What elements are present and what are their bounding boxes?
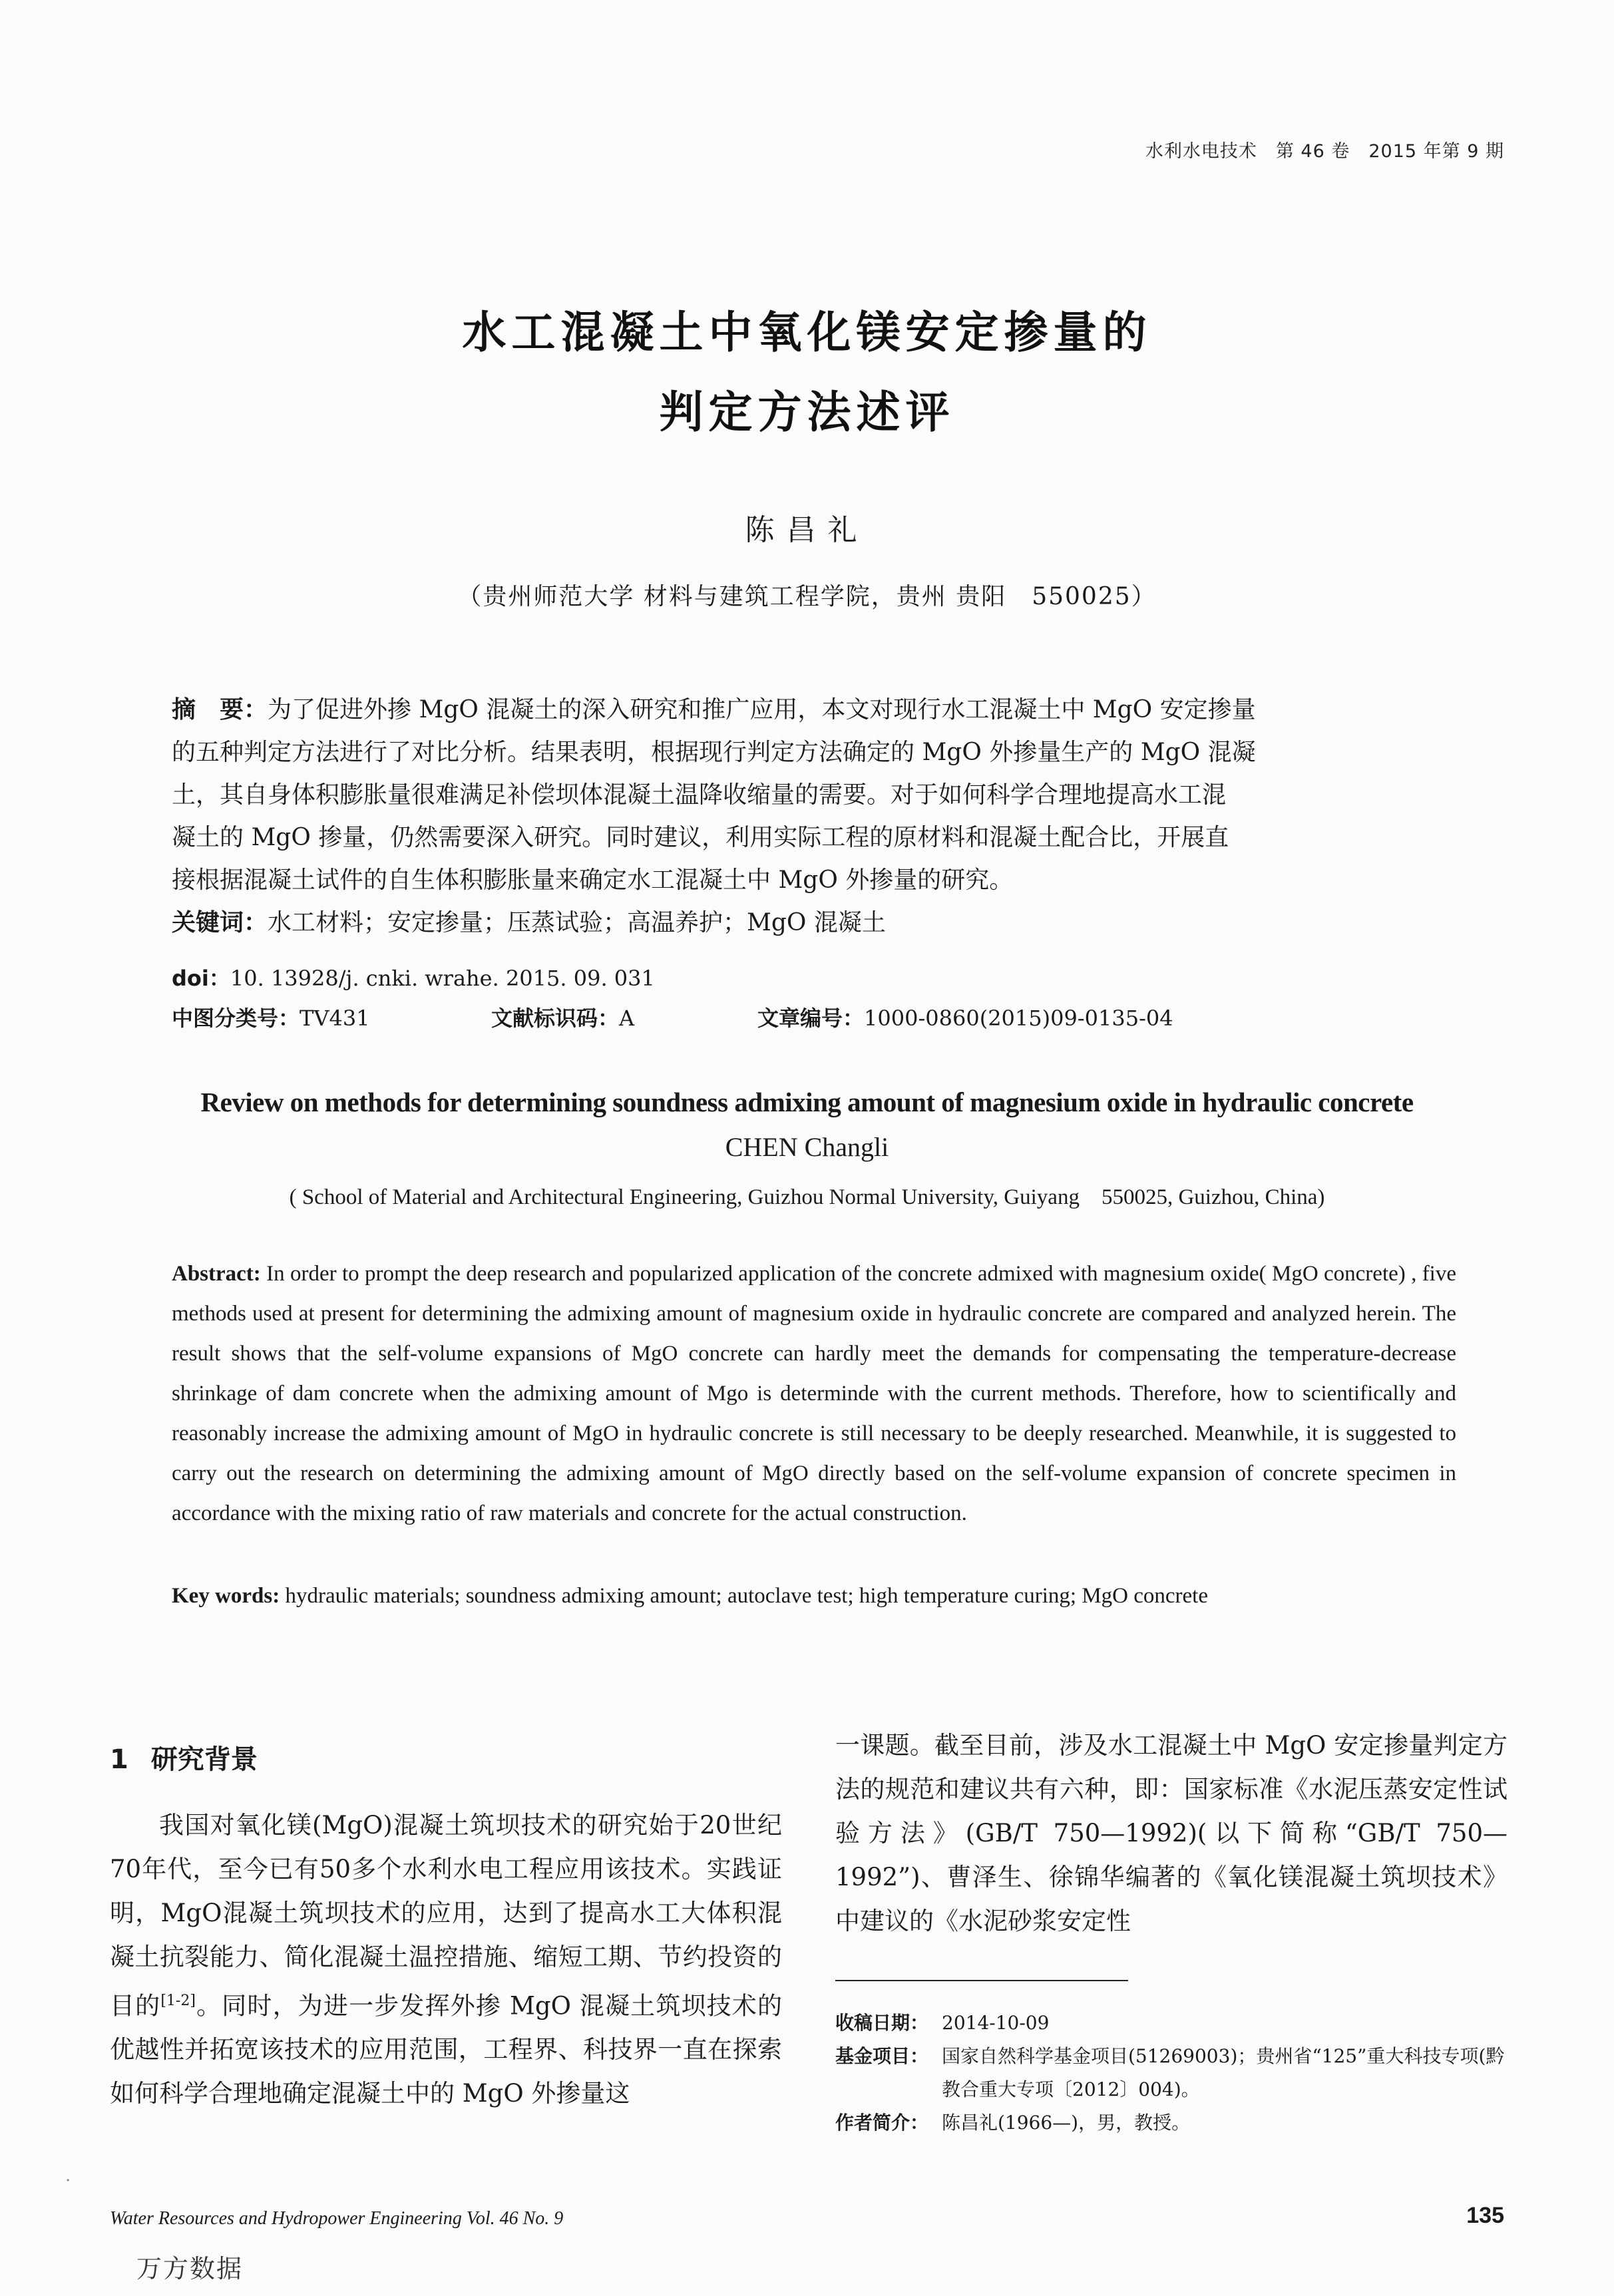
title-cn-line2: 判定方法述评	[659, 387, 955, 438]
citation: [1-2]	[160, 1993, 196, 2009]
author-bio: 作者简介： 陈昌礼(1966—)，男，教授。	[835, 2112, 1191, 2134]
affiliation-en: ( School of Material and Architectural Engineering, Guizhou Normal University, Guiyang 550025, Guizhou, China)	[289, 1185, 1325, 1209]
affiliation-cn: （贵州师范大学 材料与建筑工程学院，贵州 贵阳 550025）	[457, 583, 1157, 610]
margin-mark: ·	[65, 2171, 71, 2191]
abstract-en-text: In order to prompt the deep research and popularized application of the concrete admixed with magnesium oxide( MgO concrete) , five methods used at present for determining the admixing amount of magnesium oxide in hydraulic concrete are compared and analyzed herein. The result shows that the self-volume expansions of MgO concrete can hardly meet the demands for compensating the temperature-decrease shrinkage of dam concrete when the admixing amount of Mgo is determinde with the current methods. Therefore, how to scientifically and reasonably increase the admixing amount of MgO in hydraulic concrete is still necessary to be deeply researched. Meanwhile, it is suggested to carry out the research on determining the admixing amount of MgO directly based on the self-volume expansion of concrete specimen in accordance with the mixing ratio of raw materials and concrete for the actual construction.	[172, 1262, 1456, 1525]
author-cn: 陈昌礼	[745, 513, 869, 547]
abstract-cn-line: 摘 要：为了促进外掺 MgO 混凝土的深入研究和推广应用，本文对现行水工混凝土中 MgO 安定掺量	[172, 696, 1256, 723]
abstract-cn-line: 接根据混凝土试件的自生体积膨胀量来确定水工混凝土中 MgO 外掺量的研究。	[172, 866, 1014, 894]
running-header: 水利水电技术 第 46 卷 2015 年第 9 期	[1145, 141, 1504, 162]
fund-info: 基金项目： 国家自然科学基金项目(51269003)；贵州省“125”重大科技专项(黔教合重大专项〔2012〕004)。	[835, 2045, 1505, 2100]
body-left-column: 我国对氧化镁(MgO)混凝土筑坝技术的研究始于20世纪70年代，至今已有50多个水利水电工程应用该技术。实践证明，MgO混凝土筑坝技术的应用，达到了提高水工大体积混凝土抗裂能力、简化混凝土温控措施、缩短工期、节约投资的目的[1-2]。同时，为进一步发挥外掺 MgO 混凝土筑坝技术的优越性并拓宽该技术的应用范围，工程界、科技界一直在探索如何科学合理地确定混凝土中的 MgO 外掺量这	[110, 1811, 783, 2108]
article-number-value: 1000-0860(2015)09-0135-04	[864, 1006, 1173, 1031]
section-heading	[110, 1738, 258, 1776]
doc-code-label: 文献标识码：	[491, 1006, 620, 1031]
page-number: 135	[1466, 2203, 1504, 2228]
watermark: 万方数据	[136, 2254, 244, 2283]
title-en: Review on methods for determining soundness admixing amount of magnesium oxide in hydraulic concrete	[200, 1087, 1414, 1117]
abstract-en	[172, 1254, 1456, 1533]
abstract-cn-line: 土，其自身体积膨胀量很难满足补偿坝体混凝土温降收缩量的需要。对于如何科学合理地提高水工混	[172, 781, 1227, 809]
footer-journal: Water Resources and Hydropower Engineering Vol. 46 No. 9	[110, 2208, 564, 2229]
keywords-en	[172, 1584, 1456, 1609]
doc-code-value: A	[619, 1006, 635, 1031]
abstract-cn	[172, 689, 1456, 944]
doi-value: 10. 13928/j. cnki. wrahe. 2015. 09. 031	[230, 966, 655, 991]
article-number-label: 文章编号：	[757, 1006, 865, 1031]
section-title: 研究背景	[150, 1744, 258, 1775]
abstract-cn-line: 凝土的 MgO 掺量，仍然需要深入研究。同时建议，利用实际工程的原材料和混凝土配合比，开展直	[172, 824, 1229, 851]
doi-row	[172, 962, 655, 992]
keywords-cn-label: 关键词：	[172, 909, 268, 936]
clc-value: TV431	[300, 1006, 370, 1031]
author-en: CHEN Changli	[725, 1132, 889, 1162]
keywords-cn	[172, 902, 1456, 944]
keywords-en-value: hydraulic materials; soundness admixing amount; autoclave test; high temperature curing; MgO concrete	[280, 1584, 1208, 1608]
section-number: 1	[110, 1744, 128, 1775]
keywords-cn-value: 水工材料；安定掺量；压蒸试验；高温养护；MgO 混凝土	[268, 909, 886, 936]
keywords-en-label: Key words:	[172, 1584, 280, 1608]
body-right-column: 一课题。截至目前，涉及水工混凝土中 MgO 安定掺量判定方法的规范和建议共有六种，即：国家标准《水泥压蒸安定性试验方法》(GB/T 750—1992)(以下简称“GB/T 750—1992”)、曹泽生、徐锦华编著的《氧化镁混凝土筑坝技术》中建议的《水泥砂浆安定性	[835, 1731, 1508, 1935]
footnotes	[835, 2007, 1508, 2140]
footnote-divider	[835, 1980, 1128, 1981]
abstract-cn-label: 摘 要：	[172, 696, 268, 723]
received-date: 收稿日期： 2014-10-09	[835, 2012, 1050, 2034]
title-cn-line1: 水工混凝土中氧化镁安定掺量的	[462, 307, 1152, 358]
clc-label: 中图分类号：	[172, 1006, 300, 1031]
abstract-en-label: Abstract:	[172, 1262, 261, 1286]
doi-label: doi：	[172, 966, 230, 991]
abstract-cn-line: 的五种判定方法进行了对比分析。结果表明，根据现行判定方法确定的 MgO 外掺量生产的 MgO 混凝	[172, 739, 1256, 766]
